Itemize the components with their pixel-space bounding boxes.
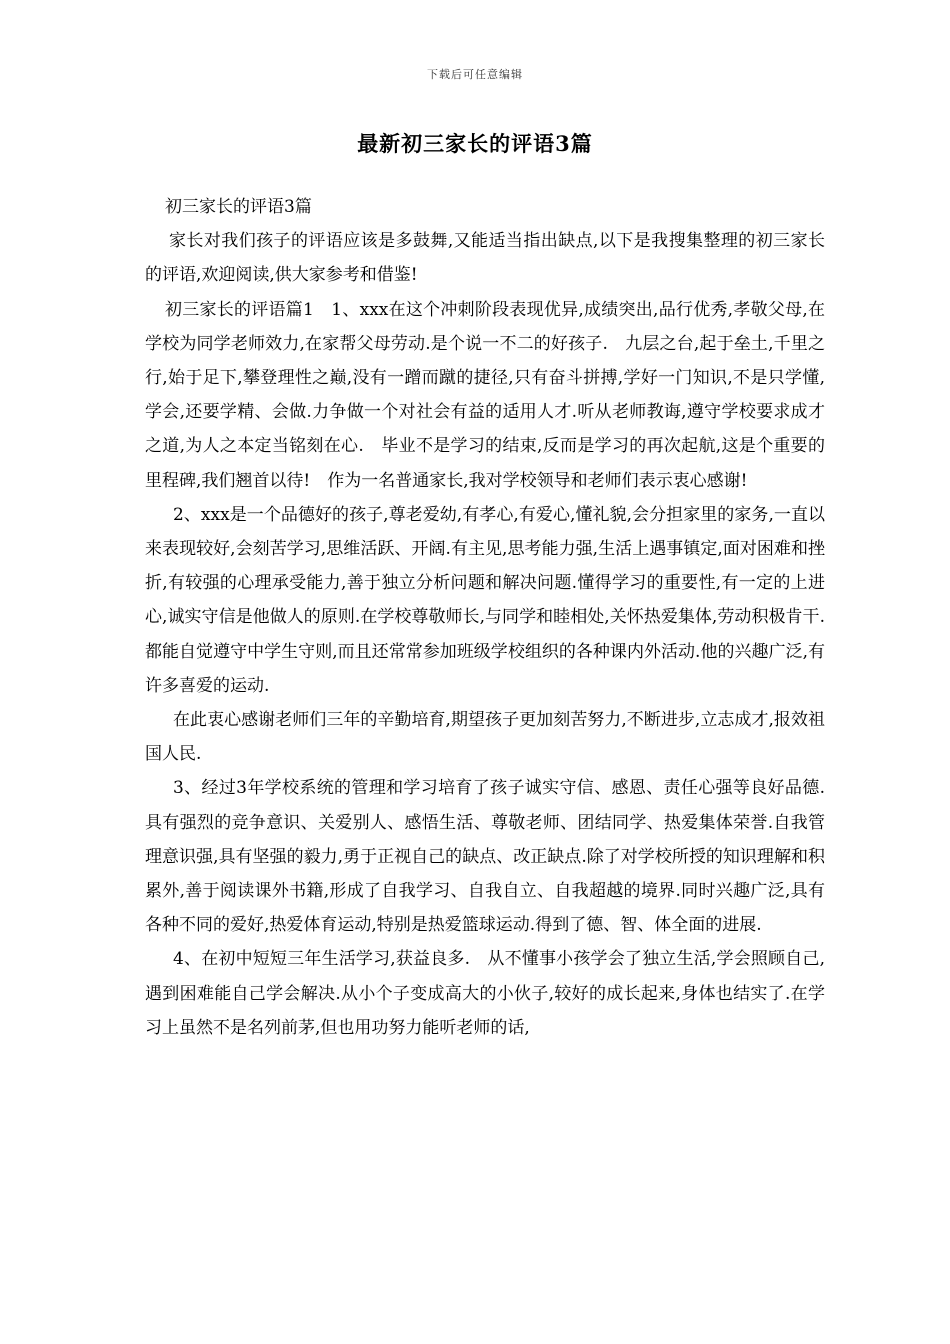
comment-3-paragraph: 3、经过3年学校系统的管理和学习培育了孩子诚实守信、感恩、责任心强等良好品德.具有强烈的竞争意识、关爱别人、感悟生活、尊敬老师、团结同学、热爱集体荣誉.自我管理意识强,具有坚强的毅力,勇于正视自己的缺点、改正缺点.除了对学校所授的知识理解和积累外,善于阅读课外书籍,形成了自我学习、自我自立、自我超越的境界.同时兴趣广泛,具有各种不同的爱好,热爱体育运动,特别是热爱篮球运动.得到了德、智、体全面的进展. <box>145 778 825 936</box>
document-title: 最新初三家长的评语3篇 <box>357 131 593 156</box>
intro-paragraph: 家长对我们孩子的评语应该是多鼓舞,又能适当指出缺点,以下是我搜集整理的初三家长的评语,欢迎阅读,供大家参考和借鉴! <box>145 231 825 286</box>
comment-2-paragraph: 2、xxx是一个品德好的孩子,尊老爱幼,有孝心,有爱心,懂礼貌,会分担家里的家务,一直以来表现较好,会刻苦学习,思维活跃、开阔.有主见,思考能力强,生活上遇事镇定,面对困难和挫折,有较强的心理承受能力,善于独立分析问题和解决问题.懂得学习的重要性,有一定的上进心,诚实守信是他做人的原则.在学校尊敬师长,与同学和睦相处,关怀热爱集体,劳动积极肯干.都能自觉遵守中学生守则,而且还常常参加班级学校组织的各种课内外活动.他的兴趣广泛,有许多喜爱的运动. <box>145 504 825 696</box>
subtitle-paragraph: 初三家长的评语3篇 <box>165 197 312 217</box>
comment-1-paragraph: 初三家长的评语篇1 1、xxx在这个冲刺阶段表现优异,成绩突出,品行优秀,孝敬父母,在学校为同学老师效力,在家帮父母劳动.是个说一不二的好孩子. 九层之台,起于垒土,千里之行,始于足下,攀登理性之巅,没有一蹭而蹴的捷径,只有奋斗拼搏,学好一门知识,不是只学懂,学会,还要学精、会做.力争做一个对社会有益的适用人才.听从老师教诲,遵守学校要求成才之道,为人之本定当铭刻在心. 毕业不是学习的结束,反而是学习的再次起航,这是个重要的里程碑,我们翘首以待! 作为一名普通家长,我对学校领导和老师们表示衷心感谢! <box>145 299 825 491</box>
comment-4-paragraph: 4、在初中短短三年生活学习,获益良多. 从不懂事小孩学会了独立生活,学会照顾自己,遇到困难能自己学会解决.从小个子变成高大的小伙子,较好的成长起来,身体也结实了.在学习上虽然不是名列前茅,但也用功努力能听老师的话, <box>145 949 825 1038</box>
header-note: 下载后可任意编辑 <box>427 68 523 81</box>
document-body <box>145 190 825 1045</box>
thanks-paragraph: 在此衷心感谢老师们三年的辛勤培育,期望孩子更加刻苦努力,不断进步,立志成才,报效祖国人民. <box>145 710 825 765</box>
